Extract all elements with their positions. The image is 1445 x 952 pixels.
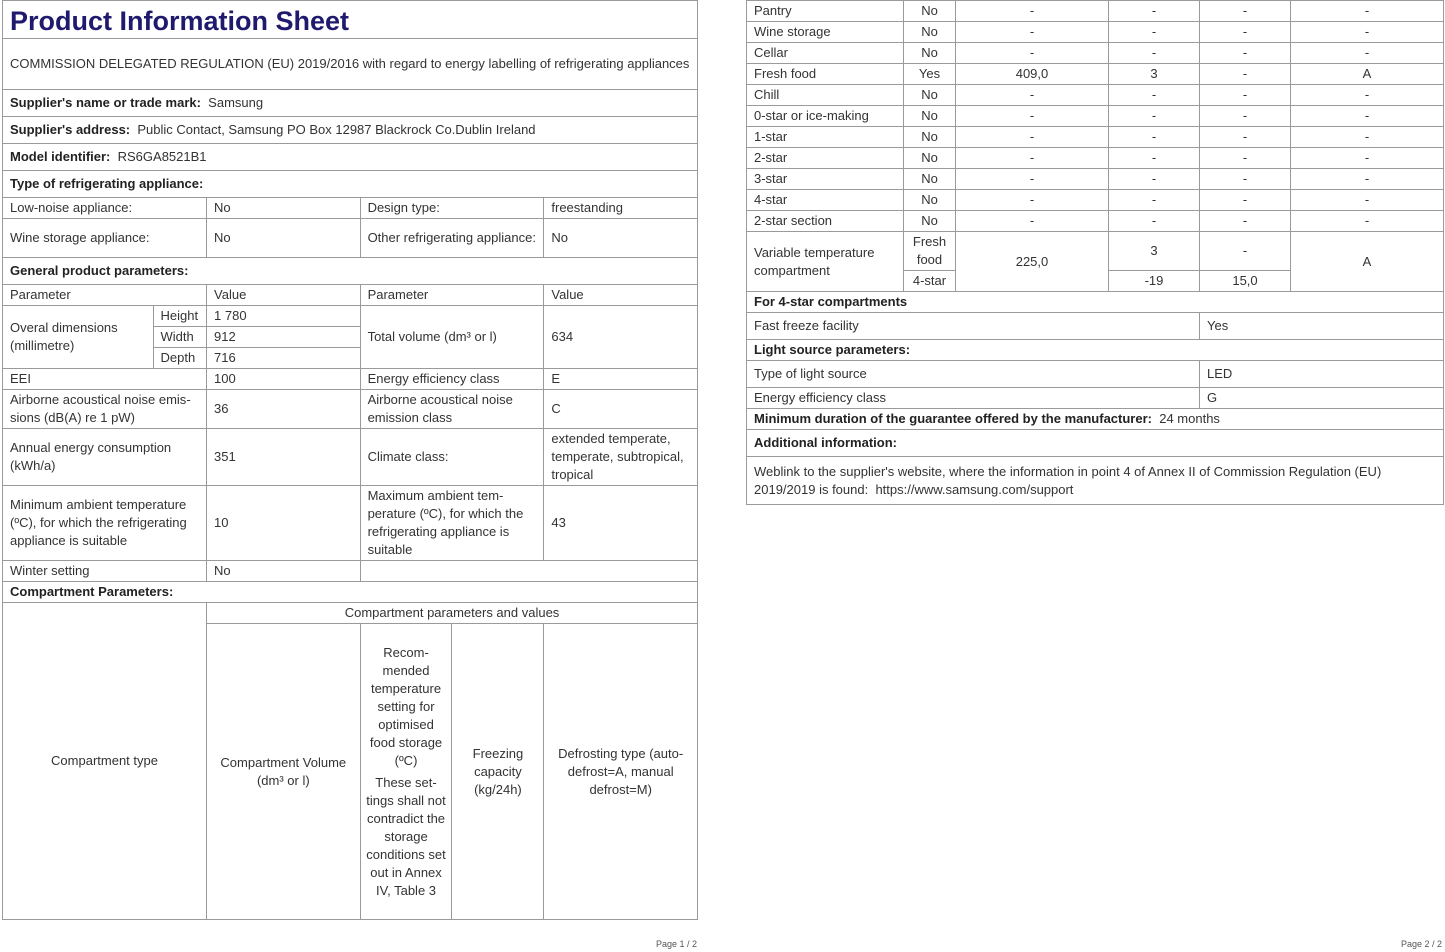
compartment-row [747, 22, 1444, 43]
guarantee-label: Minimum duration of the guarantee offered by the manufacturer: [754, 411, 1152, 426]
compartment-temp: - [1109, 169, 1200, 190]
design-type-label: Design type: [360, 198, 544, 219]
compartment-freezing: - [1200, 22, 1291, 43]
design-type-value: freestanding [544, 198, 698, 219]
climate-class-value: extended temperate, temperate, subtropical, tropical [544, 429, 698, 486]
noise-class-value: C [544, 390, 698, 429]
compartment-defrost: - [1291, 22, 1444, 43]
supplier-address-label: Supplier's address: [10, 122, 131, 137]
light-type-label: Type of light source [747, 361, 1200, 388]
compartment-defrost: A [1291, 64, 1444, 85]
variable-volume: 225,0 [956, 232, 1109, 292]
recommended-temp-header [360, 624, 452, 920]
supplier-address-value: Public Contact, Samsung PO Box 12987 Blackrock Co.Dublin Ireland [137, 122, 536, 137]
general-parameters-heading: General product parameters: [3, 258, 698, 285]
compartment-row [747, 85, 1444, 106]
total-volume-value: 634 [544, 306, 698, 369]
min-temp-value: 10 [207, 486, 361, 561]
compartment-present: No [904, 1, 956, 22]
compartment-name: Chill [747, 85, 904, 106]
energy-class-label: Energy efficiency class [360, 369, 544, 390]
defrosting-type-header: Defrosting type (auto-defrost=A, manual defrost=M) [544, 624, 698, 920]
weblink-url[interactable]: https://www.samsung.com/support [875, 481, 1074, 497]
compartment-row [747, 106, 1444, 127]
height-label: Height [153, 306, 207, 327]
compartment-present: No [904, 22, 956, 43]
compartment-present: No [904, 169, 956, 190]
noise-class-label: Airborne acoustical noise emission class [360, 390, 544, 429]
value-header-2: Value [544, 285, 698, 306]
light-type-value: LED [1200, 361, 1444, 388]
compartment-parameters-heading: Compartment Parameters: [3, 582, 698, 603]
depth-label: Depth [153, 348, 207, 369]
variable-4star-label: 4-star [904, 271, 956, 292]
compartment-present: No [904, 43, 956, 64]
supplier-name-label: Supplier's name or trade mark: [10, 95, 201, 110]
compartment-present: No [904, 211, 956, 232]
page-1 [2, 0, 698, 920]
compartment-temp: - [1109, 148, 1200, 169]
compartment-freezing: - [1200, 1, 1291, 22]
variable-fresh-temp: 3 [1109, 232, 1200, 271]
compartment-name: Fresh food [747, 64, 904, 85]
appliance-type-heading: Type of refrigerating appliance: [3, 171, 698, 198]
compartment-type-header: Compartment type [3, 603, 207, 920]
compartment-row [747, 127, 1444, 148]
annual-energy-value: 351 [207, 429, 361, 486]
recommended-temp-text: Recommended temperature setting for optimised food storage (ºC) [369, 644, 443, 768]
empty-cell [360, 561, 697, 582]
compartment-freezing: - [1200, 85, 1291, 106]
compartment-present: No [904, 190, 956, 211]
compartment-name: 2-star [747, 148, 904, 169]
compartment-row [747, 169, 1444, 190]
width-value: 912 [207, 327, 361, 348]
compartment-temp: - [1109, 127, 1200, 148]
compartment-freezing: - [1200, 190, 1291, 211]
compartment-volume: - [956, 148, 1109, 169]
compartment-freezing: - [1200, 211, 1291, 232]
noise-emission-value: 36 [207, 390, 361, 429]
compartment-volume: - [956, 127, 1109, 148]
dimensions-label: Overal dimensions (millimetre) [3, 306, 154, 369]
compartment-volume: 409,0 [956, 64, 1109, 85]
compartment-row [747, 190, 1444, 211]
compartment-defrost: - [1291, 190, 1444, 211]
compartment-defrost: - [1291, 148, 1444, 169]
compartment-temp: 3 [1109, 64, 1200, 85]
other-appliance-value: No [544, 219, 698, 258]
compartment-present: Yes [904, 64, 956, 85]
compartment-temp: - [1109, 106, 1200, 127]
compartment-temp: - [1109, 85, 1200, 106]
weblink-text: Weblink to the supplier's website, where the information in point 4 of Annex II of Commission Regulation (EU) 2019/2019 is found: [754, 463, 1382, 497]
compartment-temp: - [1109, 1, 1200, 22]
width-label: Width [153, 327, 207, 348]
parameter-header-2: Parameter [360, 285, 544, 306]
compartment-volume: - [956, 211, 1109, 232]
model-row [3, 144, 698, 171]
guarantee-row [747, 409, 1444, 430]
eei-label: EEI [3, 369, 207, 390]
guarantee-value: 24 months [1159, 411, 1220, 426]
other-appliance-label: Other refrigerating appliance: [360, 219, 544, 258]
eei-value: 100 [207, 369, 361, 390]
model-label: Model identifier: [10, 149, 111, 164]
compartment-present: No [904, 127, 956, 148]
compartment-defrost: - [1291, 106, 1444, 127]
climate-class-label: Climate class: [360, 429, 544, 486]
parameter-header: Parameter [3, 285, 207, 306]
total-volume-label: Total volume (dm³ or l) [360, 306, 544, 369]
compartment-name: 2-star section [747, 211, 904, 232]
light-class-label: Energy efficiency class [747, 388, 1200, 409]
additional-info-heading: Additional information: [747, 430, 1444, 457]
value-header: Value [207, 285, 361, 306]
compartment-volume: - [956, 43, 1109, 64]
compartment-freezing: - [1200, 169, 1291, 190]
compartment-freezing: - [1200, 43, 1291, 64]
compartment-defrost: - [1291, 85, 1444, 106]
variable-fresh-freezing: - [1200, 232, 1291, 271]
compartment-temp: - [1109, 43, 1200, 64]
weblink-row [747, 457, 1444, 505]
low-noise-label: Low-noise appliance: [3, 198, 207, 219]
light-class-value: G [1200, 388, 1444, 409]
winter-setting-value: No [207, 561, 361, 582]
compartment-volume: - [956, 85, 1109, 106]
compartment-freezing: - [1200, 127, 1291, 148]
compartment-defrost: - [1291, 127, 1444, 148]
supplier-name-value: Samsung [208, 95, 264, 110]
compartment-freezing: - [1200, 64, 1291, 85]
compartment-name: Cellar [747, 43, 904, 64]
compartment-present: No [904, 106, 956, 127]
max-temp-label: Maximum ambient temperature (ºC), for which the refrigerating appliance is suitable [360, 486, 544, 561]
page-2 [746, 0, 1443, 505]
four-star-heading: For 4-star compartments [747, 292, 1444, 313]
winter-setting-label: Winter setting [3, 561, 207, 582]
min-temp-label: Minimum ambient temperature (ºC), for which the refrigerating appliance is suitable [3, 486, 207, 561]
compartment-table [746, 0, 1444, 505]
model-value: RS6GA8521B1 [117, 149, 207, 164]
energy-class-value: E [544, 369, 698, 390]
compartment-temp: - [1109, 211, 1200, 232]
variable-4star-freezing: 15,0 [1200, 271, 1291, 292]
compartment-volume: - [956, 22, 1109, 43]
compartment-freezing: - [1200, 106, 1291, 127]
page-number-1: Page 1 / 2 [656, 939, 698, 949]
height-value: 1 780 [207, 306, 361, 327]
supplier-address-row [3, 117, 698, 144]
compartment-name: Wine storage [747, 22, 904, 43]
compartment-name: 1-star [747, 127, 904, 148]
product-info-table [2, 0, 698, 920]
compartment-defrost: - [1291, 211, 1444, 232]
fast-freeze-label: Fast freeze facility [747, 313, 1200, 340]
variable-temp-label: Variable temperature compartment [747, 232, 904, 292]
supplier-name-row [3, 90, 698, 117]
compartment-defrost: - [1291, 1, 1444, 22]
compartment-volume: - [956, 1, 1109, 22]
compartment-temp: - [1109, 22, 1200, 43]
recommended-temp-note: These settings shall not contradict the storage conditions set out in Annex IV, Table 3 [366, 774, 446, 898]
compartment-defrost: - [1291, 169, 1444, 190]
compartment-row [747, 211, 1444, 232]
freezing-capacity-header: Freezing capacity (kg/24h) [452, 624, 544, 920]
wine-storage-value: No [207, 219, 361, 258]
variable-defrost: A [1291, 232, 1444, 292]
compartment-present: No [904, 85, 956, 106]
light-source-heading: Light source parameters: [747, 340, 1444, 361]
depth-value: 716 [207, 348, 361, 369]
compartment-freezing: - [1200, 148, 1291, 169]
compartment-name: 4-star [747, 190, 904, 211]
compartment-row [747, 148, 1444, 169]
compartment-volume: - [956, 190, 1109, 211]
compartment-row [747, 1, 1444, 22]
compartment-name: 0-star or ice-making [747, 106, 904, 127]
compartment-defrost: - [1291, 43, 1444, 64]
compartment-name: Pantry [747, 1, 904, 22]
max-temp-value: 43 [544, 486, 698, 561]
compartment-volume: - [956, 169, 1109, 190]
page-number-2: Page 2 / 2 [1401, 939, 1443, 949]
compartment-volume-header: Compartment Volume (dm³ or l) [207, 624, 361, 920]
compartment-rows [747, 1, 1444, 232]
compartment-row [747, 64, 1444, 85]
wine-storage-label: Wine storage appliance: [3, 219, 207, 258]
compartment-name: 3-star [747, 169, 904, 190]
low-noise-value: No [207, 198, 361, 219]
page-title: Product Information Sheet [3, 1, 698, 39]
variable-4star-temp: -19 [1109, 271, 1200, 292]
variable-fresh-label: Fresh food [904, 232, 956, 271]
compartment-present: No [904, 148, 956, 169]
compartment-row [747, 43, 1444, 64]
compartment-temp: - [1109, 190, 1200, 211]
noise-emission-label: Airborne acoustical noise emissions (dB(A) re 1 pW) [3, 390, 207, 429]
compartment-volume: - [956, 106, 1109, 127]
compartment-params-header: Compartment parameters and values [207, 603, 698, 624]
annual-energy-label: Annual energy consumption (kWh/a) [3, 429, 207, 486]
regulation-text: COMMISSION DELEGATED REGULATION (EU) 2019/2016 with regard to energy labelling of refrigerating appliances [3, 39, 698, 90]
fast-freeze-value: Yes [1200, 313, 1444, 340]
